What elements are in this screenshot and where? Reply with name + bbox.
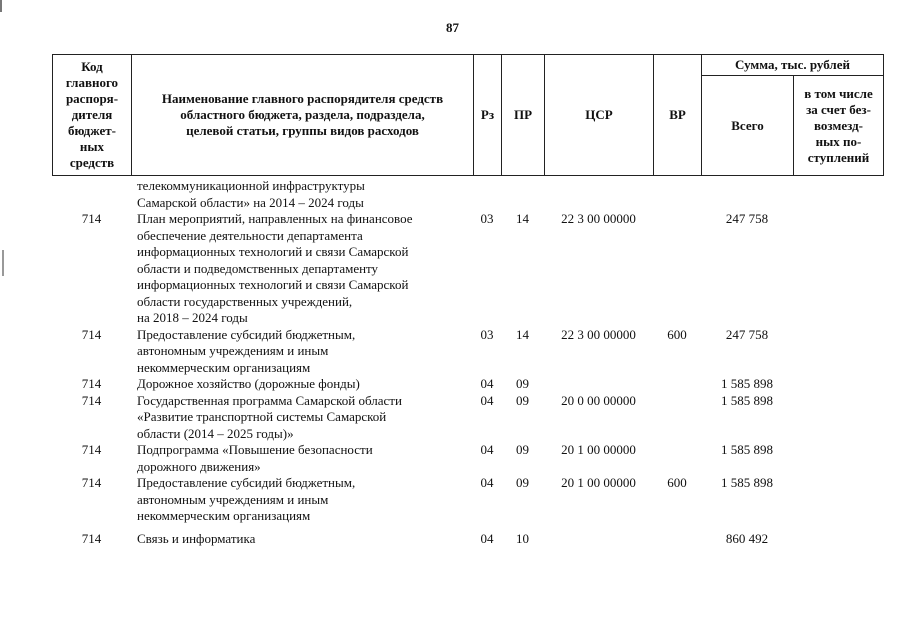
cell-name: Подпрограмма «Повышение безопасности дорожного движения» bbox=[137, 442, 373, 474]
cell-rz: 04 bbox=[480, 530, 494, 546]
cell-csr: 22 3 00 00000 bbox=[561, 326, 636, 342]
cell-vr: 600 bbox=[667, 326, 687, 342]
page-number: 87 bbox=[446, 20, 459, 35]
table-row bbox=[52, 376, 883, 393]
cell-code: 714 bbox=[81, 211, 102, 226]
cell-pr: 09 bbox=[516, 442, 529, 457]
cell-name: Дорожное хозяйство (дорожные фонды) bbox=[137, 376, 360, 391]
header-vr: ВР bbox=[654, 55, 702, 176]
table-row bbox=[52, 211, 883, 327]
cell-rz: 03 bbox=[480, 326, 494, 342]
table-row bbox=[52, 531, 883, 548]
cell-pr: 09 bbox=[516, 392, 529, 408]
header-total: Всего bbox=[702, 76, 794, 176]
header-sum: Сумма, тыс. рублей bbox=[702, 55, 884, 76]
cell-csr: 20 1 00 00000 bbox=[561, 442, 636, 457]
cell-total: 860 492 bbox=[725, 530, 769, 546]
cell-code: 714 bbox=[81, 442, 102, 457]
table-row bbox=[52, 178, 883, 211]
cell-pr: 09 bbox=[516, 475, 529, 490]
table-row bbox=[52, 442, 883, 475]
header-csr: ЦСР bbox=[545, 55, 654, 176]
cell-rz: 04 bbox=[480, 392, 494, 408]
scan-mark bbox=[2, 250, 4, 276]
cell-rz: 03 bbox=[480, 211, 494, 226]
cell-pr: 14 bbox=[516, 326, 529, 342]
header-code: Код главного распоря- дителя бюджет- ных средств bbox=[53, 55, 132, 176]
cell-total: 247 758 bbox=[725, 211, 769, 226]
cell-csr: 22 3 00 00000 bbox=[561, 211, 636, 226]
cell-name: Предоставление субсидий бюджетным, автономным учреждениям и иным некоммерческим организациям bbox=[137, 475, 356, 523]
table-body bbox=[52, 178, 883, 547]
cell-pr: 14 bbox=[516, 211, 529, 226]
cell-name: телекоммуникационной инфраструктуры Самарской области» на 2014 – 2024 годы bbox=[137, 178, 365, 210]
cell-code: 714 bbox=[81, 376, 102, 391]
cell-rz: 04 bbox=[480, 442, 494, 457]
cell-name: Предоставление субсидий бюджетным, автономным учреждениям и иным некоммерческим организациям bbox=[137, 326, 356, 375]
scan-mark bbox=[0, 0, 2, 12]
cell-vr: 600 bbox=[667, 475, 687, 490]
cell-code: 714 bbox=[81, 326, 102, 342]
cell-name: Связь и информатика bbox=[137, 530, 256, 546]
header-name: Наименование главного распорядителя средств областного бюджета, раздела, подраздела, целевой статьи, группы видов расходов bbox=[132, 55, 474, 176]
cell-total: 247 758 bbox=[725, 326, 769, 342]
cell-name: Государственная программа Самарской области «Развитие транспортной системы Самарской области (2014 – 2025 годы)» bbox=[137, 392, 402, 441]
table-row bbox=[52, 327, 883, 377]
cell-total: 1 585 898 bbox=[721, 376, 773, 391]
header-rz: Рз bbox=[474, 55, 502, 176]
cell-code: 714 bbox=[81, 475, 102, 490]
cell-name: План мероприятий, направленных на финансовое обеспечение деятельности департамента информационных технологий и связи Самарской области и подведомственных департаменту информационных технологий и связи Самарской области государственных учреждений, на 2018 – 2024 годы bbox=[137, 211, 413, 325]
cell-csr: 20 1 00 00000 bbox=[561, 475, 636, 490]
table-row bbox=[52, 475, 883, 525]
cell-rz: 04 bbox=[480, 376, 494, 391]
cell-code: 714 bbox=[81, 392, 102, 408]
cell-total: 1 585 898 bbox=[721, 442, 773, 457]
table-header bbox=[52, 54, 884, 176]
cell-code: 714 bbox=[81, 530, 102, 546]
cell-total: 1 585 898 bbox=[721, 475, 773, 490]
cell-pr: 09 bbox=[516, 376, 529, 391]
cell-pr: 10 bbox=[516, 530, 529, 546]
cell-csr: 20 0 00 00000 bbox=[561, 392, 636, 408]
cell-total: 1 585 898 bbox=[721, 392, 773, 408]
header-free: в том числе за счет без- возмезд- ных по- ступлений bbox=[794, 76, 884, 176]
cell-rz: 04 bbox=[480, 475, 494, 490]
header-pr: ПР bbox=[502, 55, 545, 176]
table-row bbox=[52, 393, 883, 443]
